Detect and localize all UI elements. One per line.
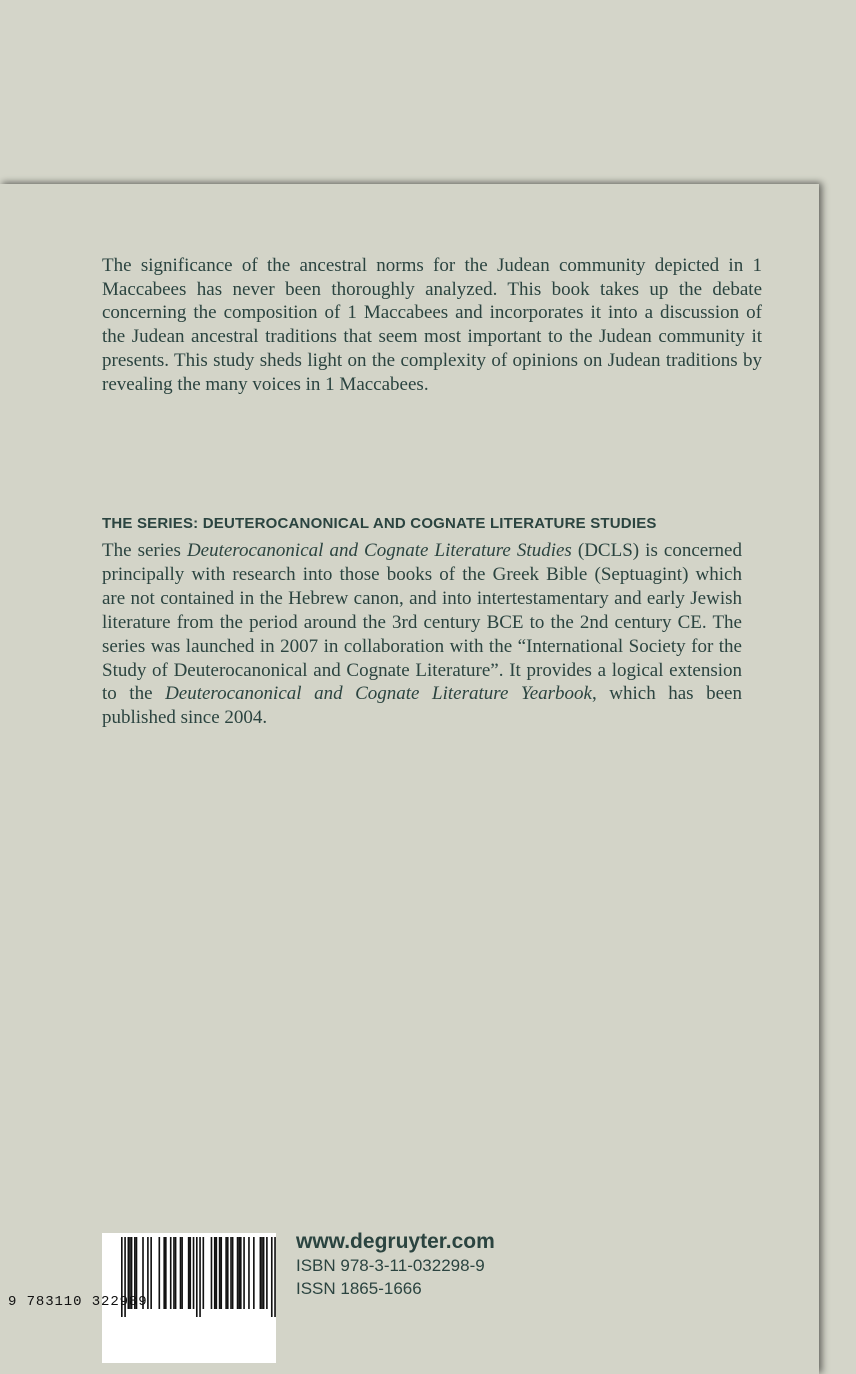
isbn: ISBN 978-3-11-032298-9 bbox=[296, 1256, 485, 1275]
barcode-bar bbox=[225, 1237, 227, 1309]
barcode-bar bbox=[189, 1237, 191, 1309]
barcode-digits: 9 783110 322989 bbox=[8, 1294, 148, 1310]
barcode-bar bbox=[263, 1237, 265, 1309]
book-blurb: The significance of the ancestral norms for the Judean community depicted in 1 Maccabees has never been thoroughly analyzed. This book takes up the debate concerning the composition of 1 Maccabees and incorporates it into a discussion of the Judean ancestral traditions that seem most important to the Judean community it presents. This study sheds light on the complexity of opinions on Judean traditions by revealing the many voices in 1 Maccabees. bbox=[102, 255, 762, 395]
barcode-bar bbox=[271, 1237, 273, 1317]
series-middle: (DCLS) is concerned principally with research into those books of the Greek Bible (Septuagint) which are not contained in the Hebrew canon, and into intertestamentary and early Jewish literature from the period around the 3rd century BCE to the 2nd century CE. The series was launched in 2007 in collaboration with the “International Society for the Study of Deuterocanonical and Cognate Literature”. It provides a logical extension to the bbox=[102, 540, 742, 705]
barcode-bar bbox=[220, 1237, 222, 1309]
barcode-bar bbox=[253, 1237, 255, 1309]
series-description bbox=[102, 539, 742, 730]
issn: ISSN 1865-1666 bbox=[296, 1279, 422, 1298]
barcode-bar bbox=[181, 1237, 183, 1309]
publisher-url: www.degruyter.com bbox=[296, 1230, 495, 1253]
barcode-bar bbox=[266, 1237, 268, 1309]
barcode-bar bbox=[230, 1237, 232, 1309]
series-title: Deuterocanonical and Cognate Literature Studies bbox=[186, 540, 572, 561]
barcode-bar bbox=[216, 1237, 218, 1309]
barcode-bar bbox=[227, 1237, 229, 1309]
barcode-bar bbox=[237, 1237, 239, 1309]
barcode-bar bbox=[238, 1237, 240, 1309]
barcode-bar bbox=[260, 1237, 262, 1309]
barcode-bar bbox=[203, 1237, 205, 1309]
yearbook-title: Deuterocanonical and Cognate Literature Yearbook bbox=[165, 683, 592, 705]
barcode-bar bbox=[175, 1237, 177, 1309]
barcode-bar bbox=[240, 1237, 242, 1309]
barcode-bar bbox=[193, 1237, 195, 1309]
barcode-bar bbox=[173, 1237, 175, 1309]
barcode-bar bbox=[248, 1237, 250, 1309]
series-end: , which has been published since 2004. bbox=[102, 683, 742, 729]
barcode-bar bbox=[274, 1237, 276, 1317]
barcode-bar bbox=[196, 1237, 198, 1317]
series-heading: THE SERIES: DEUTEROCANONICAL AND COGNATE LITERATURE STUDIES bbox=[102, 515, 657, 532]
barcode-bar bbox=[232, 1237, 234, 1309]
barcode-bar bbox=[211, 1237, 213, 1309]
barcode-bar bbox=[180, 1237, 182, 1309]
barcode-bar bbox=[199, 1237, 201, 1317]
barcode-bar bbox=[219, 1237, 221, 1309]
series-intro: The series bbox=[102, 540, 187, 561]
barcode-bars bbox=[102, 1233, 276, 1333]
barcode-bar bbox=[214, 1237, 216, 1309]
barcode-bar bbox=[261, 1237, 263, 1309]
barcode-bar bbox=[243, 1237, 245, 1309]
barcode-bar bbox=[188, 1237, 190, 1309]
